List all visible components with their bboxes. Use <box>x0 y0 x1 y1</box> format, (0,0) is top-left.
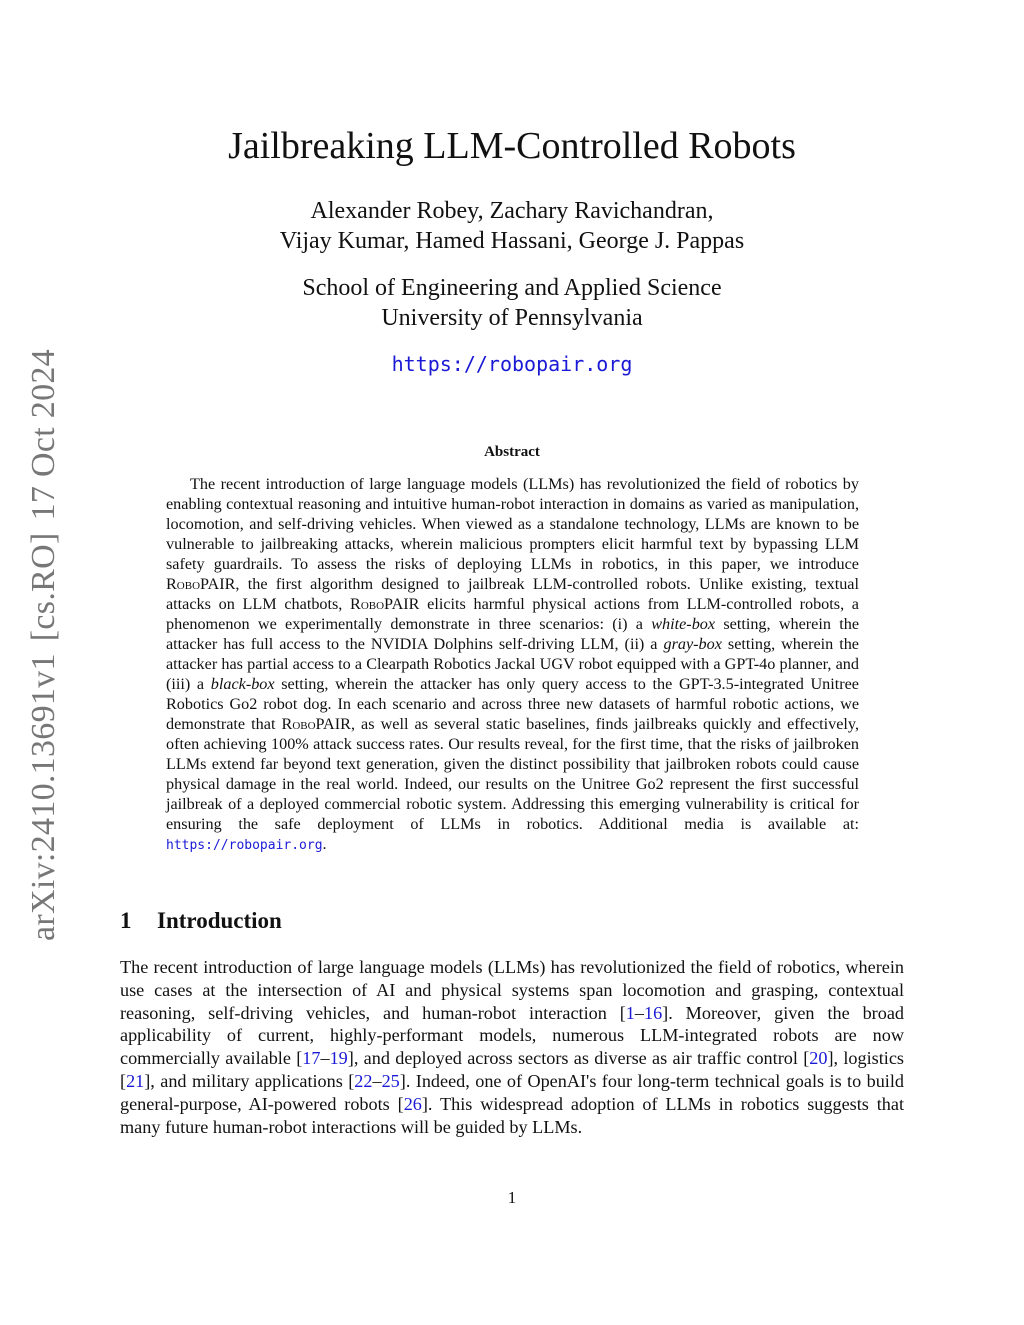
abstract-text: setting, wherein the attacker has partial access to a Clearpath Robotics Jackal UGV robot equipped with a GPT-4o planner, and (iii) a <box>166 635 859 693</box>
section-title: Introduction <box>157 908 282 933</box>
paper-title: Jailbreaking LLM-Controlled Robots <box>228 125 796 167</box>
intro-text: ], and military applications [ <box>144 1070 355 1091</box>
abstract-text: setting, wherein the attacker has full access to the NVIDIA Dolphins self-driving LLM, (ii) a <box>166 615 860 653</box>
citation-link[interactable]: 26 <box>403 1093 422 1114</box>
intro-text: ]. Indeed, one of OpenAI's four long-term technical goals is to build general-purpose, AI-powered robots [ <box>120 1070 904 1114</box>
abstract-heading: Abstract <box>484 444 540 460</box>
intro-text: The recent introduction of large language models (LLMs) has revolutionized the field of robotics, wherein use cases at the intersection of AI and physical systems span locomotion and grasping, contextual reasoning, self-driving vehicles, and human-robot interaction [ <box>120 957 904 1023</box>
page-number: 1 <box>507 1188 517 1207</box>
author-line-2: Vijay Kumar, Hamed Hassani, George J. Pappas <box>279 228 745 254</box>
abstract-url-link[interactable]: https://robopair.org <box>166 838 323 853</box>
section-number: 1 <box>120 908 132 933</box>
affiliation-line-2: University of Pennsylvania <box>381 305 643 331</box>
citation-link[interactable]: 21 <box>126 1070 145 1091</box>
robopair-name: RoboPAIR <box>166 575 236 593</box>
intro-paragraph <box>120 956 904 1138</box>
abstract-text: elicits harmful physical actions from LLM-controlled robots, a phenomenon we experimentally demonstrate in three scenarios: (i) a <box>166 595 859 633</box>
citation-link[interactable]: 22 <box>354 1070 373 1091</box>
intro-text: ]. This widespread adoption of LLMs in robotics suggests that many future human-robot interactions will be guided by LLMs. <box>120 1093 904 1137</box>
robopair-name: RoboPAIR <box>350 595 420 613</box>
citation-link[interactable]: 17 <box>302 1048 321 1069</box>
abstract-end: . <box>322 835 327 853</box>
abstract-text: setting, wherein the attacker has only query access to the GPT-3.5-integrated Unitree Robotics Go2 robot dog. In each scenario and across three new datasets of harmful robotic actions, we demonstrate that <box>166 675 859 733</box>
section-heading <box>120 908 282 934</box>
author-line-1: Alexander Robey, Zachary Ravichandran, <box>310 198 714 224</box>
abstract-text: , the first algorithm designed to jailbreak LLM-controlled robots. Unlike existing, textual attacks on LLM chatbots, <box>166 575 859 613</box>
arxiv-category: [cs.RO] <box>25 532 62 642</box>
affiliation-line-1: School of Engineering and Applied Science <box>302 275 722 301</box>
citation-link[interactable]: 20 <box>809 1048 828 1069</box>
abstract-body <box>166 474 859 856</box>
robopair-name: RoboPAIR <box>281 715 351 733</box>
author-list <box>0 196 1024 256</box>
white-box-term: white-box <box>651 615 716 633</box>
citation-link[interactable]: 25 <box>381 1070 400 1091</box>
citation-link[interactable]: 19 <box>329 1048 348 1069</box>
citation-link[interactable]: 1 <box>625 1002 635 1023</box>
arxiv-id: arXiv:2410.13691v1 <box>25 653 62 941</box>
citation-dash: – <box>372 1070 382 1091</box>
citation-dash: – <box>320 1048 330 1069</box>
intro-text: ]. Moreover, given the broad applicability of current, highly-performant models, numerous LLM-integrated robots are now commercially available [ <box>120 1002 904 1069</box>
gray-box-term: gray-box <box>663 635 722 653</box>
black-box-term: black-box <box>210 675 275 693</box>
arxiv-stamp <box>25 343 63 947</box>
abstract-text: The recent introduction of large language models (LLMs) has revolutionized the field of robotics by enabling contextual reasoning and intuitive human-robot interaction in domains as varied as manipulation, locomotion, and self-driving vehicles. When viewed as a standalone technology, LLMs are known to be vulnerable to jailbreaking attacks, wherein malicious prompters elicit harmful text by bypassing LLM safety guardrails. To assess the risks of deploying LLMs in robotics, in this paper, we introduce <box>166 475 859 573</box>
intro-text: ], and deployed across sectors as diverse as air traffic control [ <box>347 1048 810 1069</box>
arxiv-date: 17 Oct 2024 <box>25 349 62 521</box>
intro-text: ], logistics [ <box>120 1048 905 1091</box>
project-url-link[interactable]: https://robopair.org <box>391 352 633 376</box>
affiliation <box>0 273 1024 333</box>
citation-link[interactable]: 16 <box>643 1002 663 1023</box>
citation-dash: – <box>634 1002 644 1023</box>
abstract-text: , as well as several static baselines, finds jailbreaks quickly and effectively, often achieving 100% attack success rates. Our results reveal, for the first time, that the risks of jailbroken LLMs extend far beyond text generation, given the distinct possibility that jailbroken robots could cause physical damage in the real world. Indeed, our results on the Unitree Go2 represent the first successful jailbreak of a deployed commercial robotic system. Addressing this emerging vulnerability is critical for ensuring the safe deployment of LLMs in robotics. Additional media is available at: <box>166 715 859 833</box>
